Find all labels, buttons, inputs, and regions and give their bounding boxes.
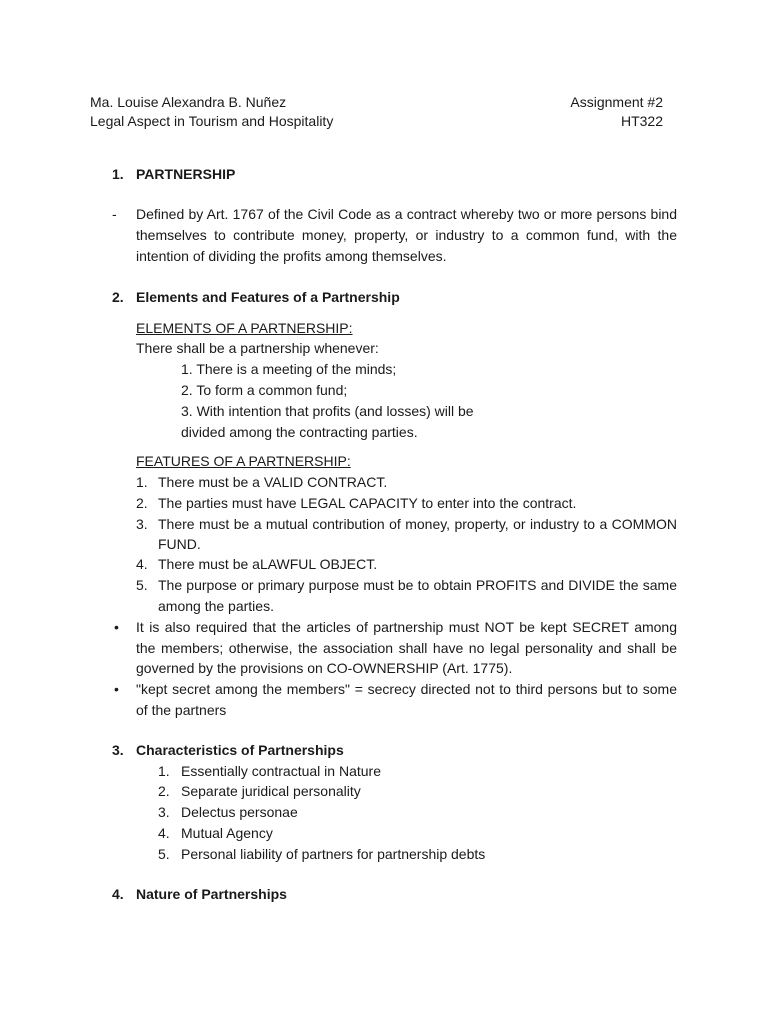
- characteristic-text: Delectus personae: [181, 804, 298, 820]
- definition-dash: -: [112, 206, 117, 222]
- feature-text: The parties must have LEGAL CAPACITY to enter into the contract.: [158, 495, 577, 511]
- element-item: 2. To form a common fund;: [181, 382, 348, 398]
- element-item: divided among the contracting parties.: [181, 424, 418, 440]
- elements-heading: ELEMENTS OF A PARTNERSHIP:: [136, 320, 353, 336]
- section-3-title: Characteristics of Partnerships: [136, 742, 344, 758]
- element-item: 3. With intention that profits (and losses) will be: [181, 403, 474, 419]
- course-code: HT322: [620, 113, 663, 129]
- feature-text: The purpose or primary purpose must be to obtain PROFITS and DIVIDE the same among the parties.: [158, 577, 677, 614]
- section-1-number: 1.: [112, 166, 124, 182]
- characteristic-number: 2.: [158, 783, 170, 799]
- author-name: Ma. Louise Alexandra B. Nuñez: [90, 94, 287, 110]
- feature-number: 4.: [136, 556, 148, 572]
- element-item: 1. There is a meeting of the minds;: [181, 361, 397, 377]
- characteristic-text: Mutual Agency: [181, 825, 273, 841]
- feature-text: There must be aLAWFUL OBJECT.: [158, 556, 378, 572]
- characteristic-number: 3.: [158, 804, 170, 820]
- feature-number: 1.: [136, 474, 148, 490]
- assignment-label: Assignment #2: [570, 94, 663, 110]
- feature-number: 5.: [136, 577, 148, 593]
- section-4-number: 4.: [112, 886, 124, 902]
- features-heading: FEATURES OF A PARTNERSHIP:: [136, 453, 351, 469]
- bullet-icon: •: [114, 619, 119, 635]
- section-4-title: Nature of Partnerships: [136, 886, 287, 902]
- characteristic-number: 4.: [158, 825, 170, 841]
- characteristic-text: Separate juridical personality: [181, 783, 361, 799]
- bullet-icon: •: [114, 681, 119, 697]
- feature-number: 2.: [136, 495, 148, 511]
- course-title: Legal Aspect in Tourism and Hospitality: [90, 113, 334, 129]
- section-2-title: Elements and Features of a Partnership: [136, 289, 400, 305]
- partnership-definition: Defined by Art. 1767 of the Civil Code as a contract whereby two or more persons bind themselves to contribute money, property, or industry to a common fund, with the intention of dividing the profits among themselves.: [136, 206, 677, 264]
- feature-text: There must be a mutual contribution of money, property, or industry to a COMMON FUND.: [158, 516, 677, 552]
- section-3-number: 3.: [112, 742, 124, 758]
- section-1-title: PARTNERSHIP: [136, 166, 236, 182]
- characteristic-number: 5.: [158, 846, 170, 862]
- feature-number: 3.: [136, 516, 148, 532]
- feature-text: There must be a VALID CONTRACT.: [158, 474, 388, 490]
- elements-intro: There shall be a partnership whenever:: [136, 340, 379, 356]
- bullet-text: "kept secret among the members" = secrecy directed not to third persons but to some of the partners: [136, 681, 677, 718]
- characteristic-number: 1.: [158, 763, 170, 779]
- characteristic-text: Personal liability of partners for partnership debts: [181, 846, 486, 862]
- section-2-number: 2.: [112, 289, 124, 305]
- characteristic-text: Essentially contractual in Nature: [181, 763, 381, 779]
- bullet-text: It is also required that the articles of partnership must NOT be kept SECRET among the members; otherwise, the association shall have no legal personality and shall be governed by the provisions on CO-OWNERSHIP (Art. 1775).: [136, 619, 677, 676]
